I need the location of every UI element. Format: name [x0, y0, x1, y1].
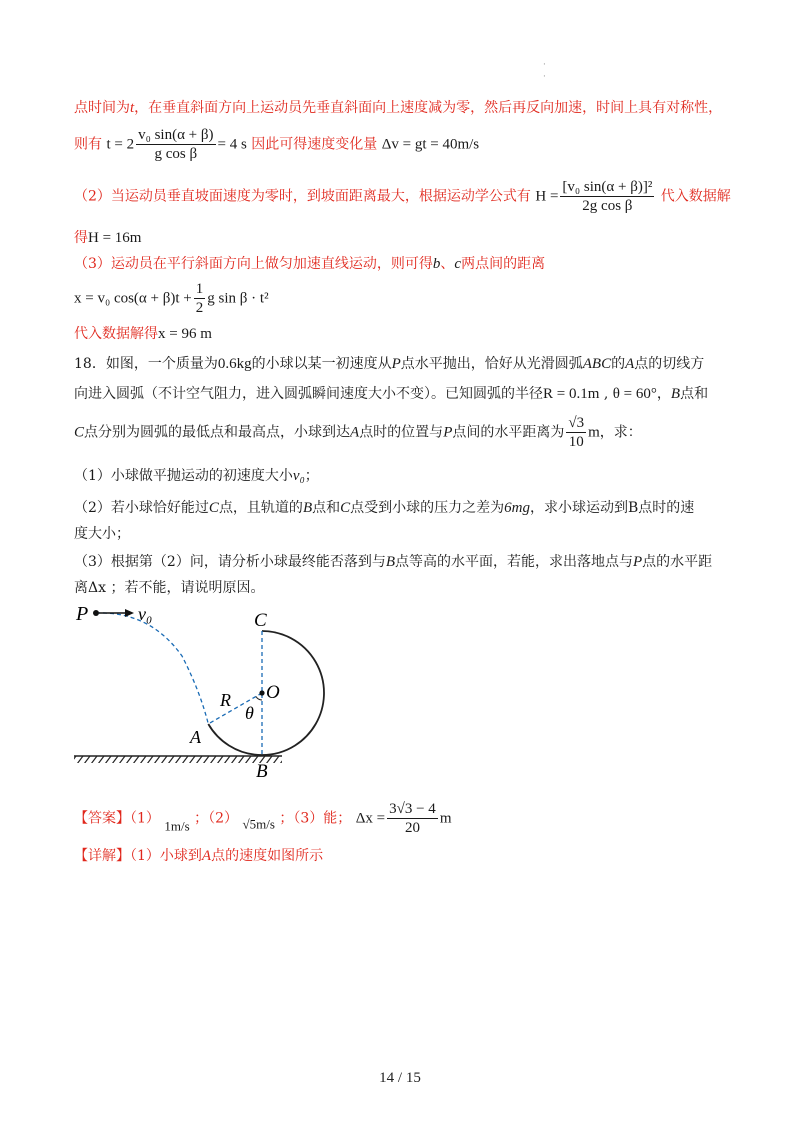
fraction [194, 280, 206, 317]
force: 6mg [504, 500, 530, 516]
equation: Δv = gt = 40m/s [381, 136, 480, 153]
text: （1） [130, 810, 160, 827]
text: 点时的位置与 [359, 424, 444, 441]
arrowhead [125, 609, 134, 617]
text: ，在垂直斜面方向上运动员先垂直斜面向上速度减为零，然后再反向加速，时间上具有对称性， [134, 100, 723, 116]
text: 离Δx ；若不能，请说明原因。 [74, 580, 265, 596]
point-O [259, 690, 264, 695]
text: 点等高的水平面，若能，求出落地点与 [395, 554, 633, 570]
label-P: P [76, 603, 89, 625]
question-18-line-1 [74, 354, 734, 374]
text: ，求小球运动到B点时的速 [529, 500, 695, 516]
equation: x = 96 m [158, 326, 212, 342]
fraction [566, 414, 586, 451]
unit: m [588, 424, 600, 441]
label-A: A [190, 727, 201, 747]
var-c: c [454, 256, 462, 272]
text: （1）小球做平抛运动的初速度大小 [74, 468, 293, 484]
text: 18．如图，一个质量为 [74, 356, 218, 372]
text: 点的水平距 [642, 554, 713, 570]
scan-dot: · [543, 60, 546, 70]
var-C: C [74, 424, 85, 441]
numerator: √3 [568, 415, 585, 431]
text: 点受到小球的压力之差为 [350, 500, 505, 516]
angle: θ = 60° [612, 386, 657, 402]
var-B: B [385, 554, 395, 570]
subquestion-3-cont [74, 578, 734, 598]
question-18-line-2: 向进入圆弧（不计空气阻力，进入圆弧瞬间速度大小不变）。已知圆弧的半径R = 0.1m , θ = 60°，B点和 [74, 386, 709, 402]
text: 点和 [680, 386, 709, 402]
answer-line [74, 800, 734, 844]
answer-2: √5m/s [242, 816, 275, 832]
solution-line-3 [74, 178, 734, 222]
point-P [93, 610, 99, 616]
text: 因此可得速度变化量 [251, 136, 378, 153]
equation: t = 2 [106, 136, 135, 153]
solution-line-1 [74, 98, 734, 118]
var-P: P [443, 424, 453, 441]
solution-line-6 [74, 280, 734, 324]
var-v0: v₀ [292, 468, 305, 484]
text: 点水平抛出，恰好从光滑圆弧 [400, 356, 583, 372]
equation: H = [535, 188, 559, 205]
solution-line-5 [74, 254, 734, 274]
radius: R = 0.1m [543, 386, 600, 402]
fraction [560, 178, 654, 215]
question-18-line-3 [74, 414, 734, 458]
text: 两点间的距离 [461, 256, 546, 272]
text: 点时间为 [74, 100, 130, 116]
text: ， [656, 386, 671, 402]
text: ，求： [599, 424, 642, 441]
text: ；（3）能； [279, 810, 352, 827]
label-R: R [220, 690, 231, 710]
text: 则有 [74, 136, 102, 153]
label-theta: θ [245, 703, 254, 723]
subquestion-2-cont [74, 524, 734, 544]
denominator: 2g cos β [582, 198, 633, 214]
var-P: P [633, 554, 643, 570]
denominator: 2 [195, 300, 204, 316]
text: （3）根据第（2）问，请分析小球最终能否落到与 [74, 554, 386, 570]
var-A: A [350, 424, 360, 441]
numerator: v₀ sin(α + β) [138, 127, 214, 143]
label-v0: v₀ [138, 604, 153, 624]
equation: H = 16m [88, 230, 142, 246]
label-B: B [256, 761, 268, 782]
var-B: B [302, 500, 313, 516]
detail-tag: 【详解】 [74, 848, 130, 864]
solution-line-2 [74, 126, 734, 170]
text: 的小球以某一初速度从 [251, 356, 392, 372]
text: ；（2） [194, 810, 239, 827]
scan-dot: · [543, 72, 546, 82]
var-C: C [340, 500, 351, 516]
denominator: 10 [568, 434, 584, 450]
var-B: B [670, 386, 681, 402]
label-C: C [254, 610, 267, 631]
var-ABC: ABC [582, 356, 612, 372]
equation: = 4 s [217, 136, 247, 153]
answer-3-lhs: Δx = [355, 810, 386, 827]
detail-line [74, 846, 734, 866]
numerator: [v₀ sin(α + β)]² [562, 179, 653, 195]
text: 代入数据解得 [74, 326, 158, 342]
subquestion-2 [74, 498, 734, 518]
text: （3）运动员在平行斜面方向上做匀加速直线运动，则可得 [74, 256, 433, 272]
text: 、 [440, 256, 455, 272]
fraction [136, 126, 215, 163]
trajectory [96, 613, 208, 724]
text: 向进入圆弧（不计空气阻力，进入圆弧瞬间速度大小不变）。已知圆弧的半径 [74, 386, 543, 402]
var-b: b [432, 256, 441, 272]
text: ； [304, 468, 319, 484]
text: 度大小； [74, 526, 130, 542]
text: 点，且轨道的 [218, 500, 303, 516]
text: 得 [74, 230, 88, 246]
text: 的 [611, 356, 626, 372]
physics-figure [70, 596, 330, 786]
text: （2）若小球恰好能过 [74, 500, 209, 516]
radius-OA [208, 693, 262, 724]
var-A: A [625, 356, 635, 372]
denominator: g cos β [154, 146, 198, 162]
fraction [387, 800, 438, 837]
mass: 0.6kg [217, 356, 252, 372]
answer-tag: 【答案】 [74, 810, 130, 827]
text: 点的切线方 [634, 356, 705, 372]
text: 代入数据解 [660, 188, 731, 205]
solution-line-7 [74, 324, 734, 344]
label-O: O [266, 682, 280, 703]
subquestion-1 [74, 466, 734, 486]
var-C: C [208, 500, 219, 516]
unit: m [439, 810, 452, 827]
answer-1: 1m/s [164, 818, 190, 834]
text: 点间的水平距离为 [452, 424, 565, 441]
text: 点的速度如图所示 [211, 848, 324, 864]
numerator: 3√3 − 4 [389, 801, 436, 817]
angle-arc [256, 697, 262, 701]
ground-hatch [74, 756, 282, 763]
page-number: 14 / 15 [379, 1070, 421, 1086]
var-t: t [130, 100, 135, 116]
numerator: 1 [195, 281, 204, 297]
subquestion-3 [74, 552, 734, 572]
text: 点和 [312, 500, 341, 516]
var-A: A [201, 848, 212, 864]
var-P: P [391, 356, 401, 372]
equation: g sin β · t² [207, 290, 269, 307]
equation: x = v₀ cos(α + β)t + [74, 290, 192, 307]
denominator: 20 [404, 820, 420, 836]
solution-line-4 [74, 228, 734, 248]
text: （2）当运动员垂直坡面速度为零时，到坡面距离最大，根据运动学公式有 [74, 188, 531, 205]
text: （1）小球到 [130, 848, 202, 864]
text: 点分别为圆弧的最低点和最高点，小球到达 [84, 424, 351, 441]
